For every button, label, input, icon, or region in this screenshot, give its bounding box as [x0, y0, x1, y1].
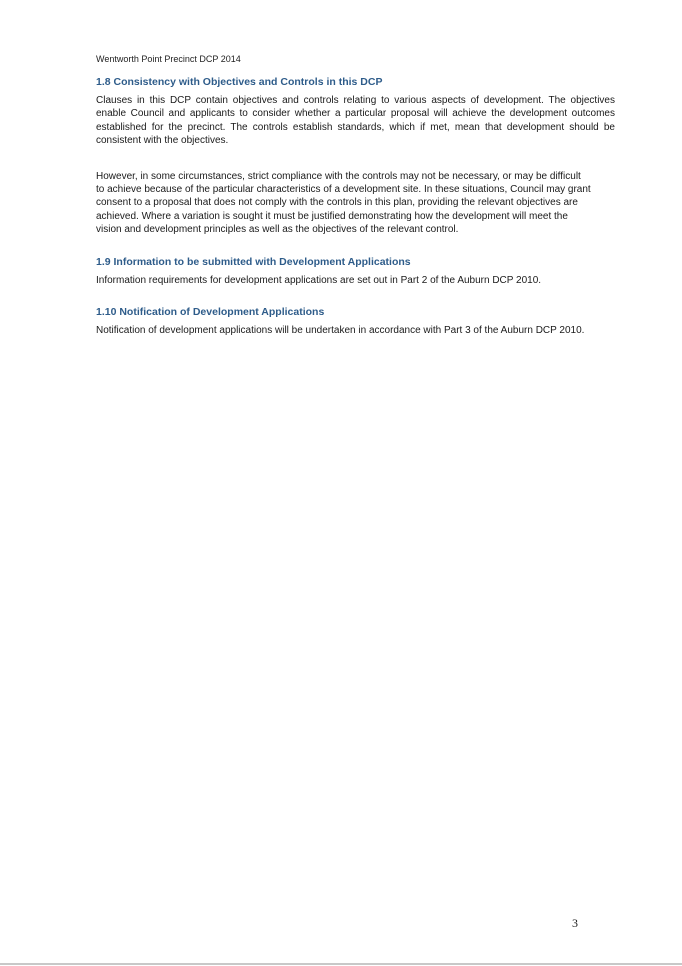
running-header: Wentworth Point Precinct DCP 2014	[96, 54, 241, 64]
paragraph-information: Information requirements for development applications are set out in Part 2 of the Auburn DCP 2010.	[96, 274, 542, 286]
paragraph-notification: Notification of development applications will be undertaken in accordance with Part 3 of the Auburn DCP 2010.	[96, 325, 585, 337]
section-1-8	[96, 76, 615, 237]
page-content	[96, 76, 615, 337]
paragraph-consistency-2: However, in some circumstances, strict compliance with the controls may not be necessary, or may be difficult to achieve because of the particular characteristics of a development site. In these situations, Council may grant consent to a proposal that does not comply with the controls in this plan, providing the relevant objectives are achieved. Where a variation is sought it must be justified demonstrating how the development will meet the vision and development principles as well as the objectives of the relevant control.	[96, 170, 591, 236]
section-heading-1-8: 1.8 Consistency with Objectives and Controls in this DCP	[96, 76, 383, 88]
page-bottom-divider	[0, 963, 682, 965]
section-1-10	[96, 306, 615, 337]
section-1-9	[96, 256, 615, 287]
section-heading-1-9: 1.9 Information to be submitted with Development Applications	[96, 255, 411, 268]
page-number: 3	[572, 916, 578, 930]
section-heading-1-10: 1.10 Notification of Development Applications	[96, 306, 325, 319]
paragraph-consistency-1: Clauses in this DCP contain objectives and controls relating to various aspects of development. The objectives enable Council and applicants to consider whether a particular proposal will achieve the development outcomes established for the precinct. The controls establish standards, which if met, mean that development should be consistent with the objectives.	[96, 95, 615, 147]
